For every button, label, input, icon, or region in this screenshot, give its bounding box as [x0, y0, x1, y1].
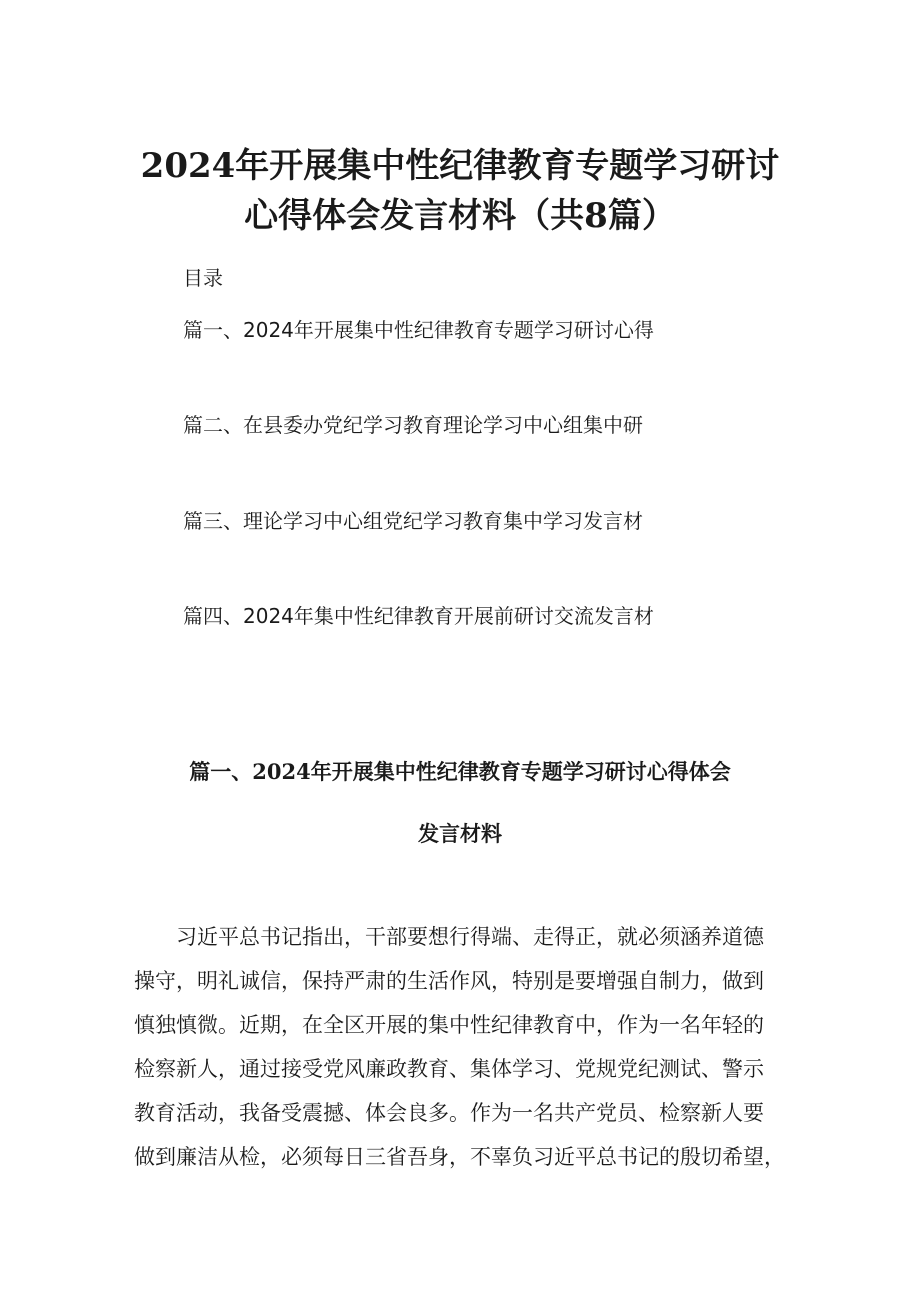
- toc-item: 篇四、2024年集中性纪律教育开展前研讨交流发言材: [183, 604, 654, 628]
- body-paragraph-line: 检察新人，通过接受党风廉政教育、集体学习、党规党纪测试、警示: [134, 1057, 764, 1081]
- toc-item: 篇一、2024年开展集中性纪律教育专题学习研讨心得: [183, 318, 654, 342]
- body-paragraph-line: 操守，明礼诚信，保持严肃的生活作风，特别是要增强自制力，做到: [134, 969, 764, 993]
- section-heading-line-1: 篇一、2024年开展集中性纪律教育专题学习研讨心得体会: [189, 759, 731, 784]
- body-paragraph-line: 慎独慎微。近期，在全区开展的集中性纪律教育中，作为一名年轻的: [134, 1013, 764, 1037]
- body-paragraph-line: 做到廉洁从检，必须每日三省吾身，不辜负习近平总书记的殷切希望，: [134, 1145, 785, 1169]
- section-heading-line-2: 发言材料: [418, 821, 502, 846]
- body-paragraph-line: 习近平总书记指出，干部要想行得端、走得正，就必须涵养道德: [176, 925, 764, 949]
- toc-item: 篇二、在县委办党纪学习教育理论学习中心组集中研: [183, 413, 643, 437]
- document-title-line-2: 心得体会发言材料（共8篇）: [244, 196, 676, 236]
- body-paragraph-line: 教育活动，我备受震撼、体会良多。作为一名共产党员、检察新人要: [134, 1101, 764, 1125]
- toc-label: 目录: [183, 266, 223, 290]
- toc-item: 篇三、理论学习中心组党纪学习教育集中学习发言材: [183, 509, 643, 533]
- document-title-line-1: 2024年开展集中性纪律教育专题学习研讨: [140, 146, 780, 186]
